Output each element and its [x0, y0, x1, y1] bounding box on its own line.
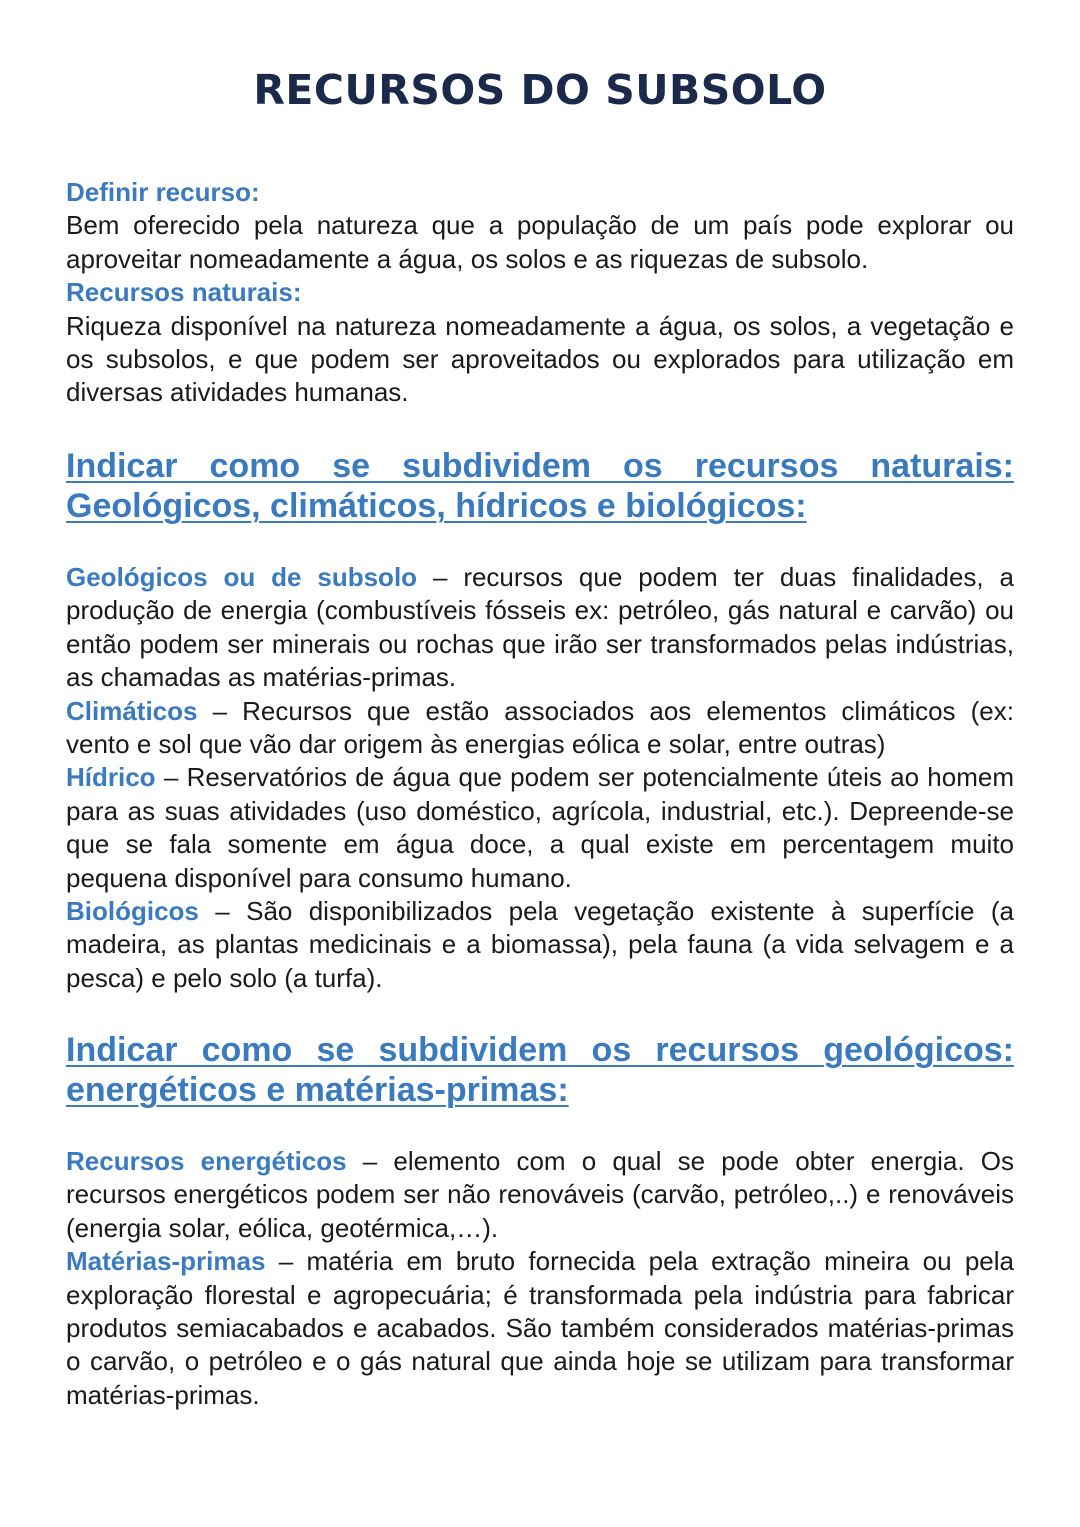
section-recursos-geologicos	[66, 1145, 1014, 1412]
text-hidrico: – Reservatórios de água que podem ser potencialmente úteis ao homem para as suas atividades (uso doméstico, agrícola, industrial, etc.). Depreende-se que se fala somente em água doce, a qual existe em percentagem muito pequena disponível para consumo humano.	[66, 762, 1014, 893]
recursos-naturais-label: Recursos naturais:	[66, 277, 302, 308]
term-biologicos: Biológicos	[66, 896, 199, 927]
term-geologicos: Geológicos ou de subsolo	[66, 562, 418, 592]
definitions-block	[66, 176, 1014, 410]
term-recursos-energeticos: Recursos energéticos	[66, 1146, 347, 1176]
term-materias-primas: Matérias-primas	[66, 1246, 266, 1277]
text-biologicos: – São disponibilizados pela vegetação existente à superfície (a madeira, as plantas medicinais e a biomassa), pela fauna (a vida selvagem e a pesca) e pelo solo (a turfa).	[66, 896, 1014, 993]
definir-recurso-text: Bem oferecido pela natureza que a população de um país pode explorar ou aproveitar nomeadamente a água, os solos e as riquezas de subsolo.	[66, 210, 1014, 274]
text-geologicos: – recursos que podem ter duas finalidades, a produção de energia (combustíveis fósseis ex: petróleo, gás natural e carvão) ou então podem ser minerais ou rochas que irão ser transformados pelas indústrias, as chamadas as matérias-primas.	[66, 562, 1015, 693]
text-climaticos: – Recursos que estão associados aos elementos climáticos (ex: vento e sol que vão dar origem às energias eólica e solar, entre outras)	[66, 695, 1014, 760]
entry-materias-primas	[66, 1245, 1014, 1412]
recursos-naturais-text: Riqueza disponível na natureza nomeadamente a água, os solos, a vegetação e os subsolos, e que podem ser aproveitados ou explorados para utilização em diversas atividades humanas.	[66, 310, 1014, 408]
definir-recurso-label: Definir recurso:	[66, 177, 260, 207]
entry-geologicos	[66, 561, 1014, 695]
section-heading-recursos-naturais: Indicar como se subdividem os recursos naturais: Geológicos, climáticos, hídricos e biológicos:	[66, 447, 1014, 525]
section-heading-recursos-geologicos: Indicar como se subdividem os recursos geológicos: energéticos e matérias-primas:	[66, 1031, 1014, 1109]
entry-recursos-energeticos	[66, 1145, 1014, 1245]
term-climaticos: Climáticos	[66, 695, 198, 726]
entry-hidrico	[66, 761, 1014, 895]
term-hidrico: Hídrico	[66, 762, 156, 793]
section-recursos-naturais	[66, 561, 1014, 995]
page-title: RECURSOS DO SUBSOLO	[253, 66, 827, 114]
entry-biologicos	[66, 895, 1014, 995]
text-recursos-energeticos: – elemento com o qual se pode obter energia. Os recursos energéticos podem ser não renováveis (carvão, petróleo,..) e renováveis (energia solar, eólica, geotérmica,…).	[66, 1146, 1014, 1243]
text-materias-primas: – matéria em bruto fornecida pela extração mineira ou pela exploração florestal e agropecuária; é transformada pela indústria para fabricar produtos semiacabados e acabados. São também considerados matérias-primas o carvão, o petróleo e o gás natural que ainda hoje se utilizam para transformar matérias-primas.	[66, 1246, 1014, 1410]
entry-climaticos	[66, 695, 1014, 762]
